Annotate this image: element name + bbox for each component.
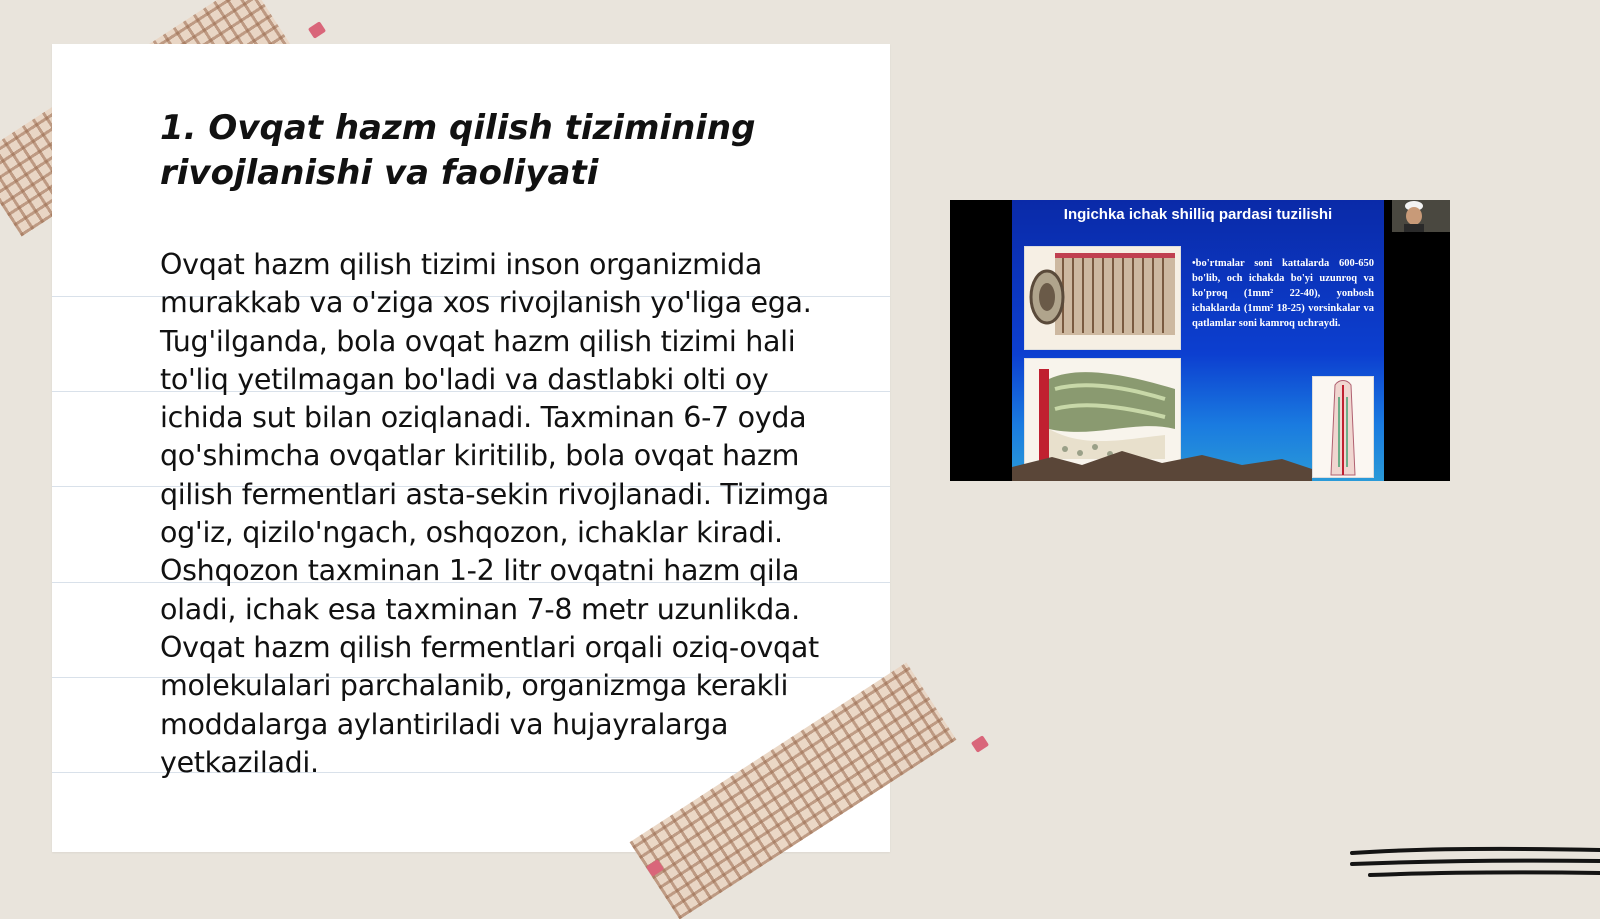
note-paper <box>52 44 890 852</box>
page-title: 1. Ovqat hazm qilish tizimining rivojlanishi va faoliyati <box>160 108 756 193</box>
embedded-slide-image <box>950 200 1450 481</box>
tape-end-bottom <box>971 735 989 753</box>
decorative-brush-strokes <box>1350 845 1600 885</box>
slide-caption: •bo'rtmalar soni kattalarda 600-650 bo'lib, och ichakda bo'yi uzunroq va ko'proq (1mm² 22-40), yonbosh ichaklarda (1mm² 18-25) vorsinkalar va qatlamlar soni kamroq uchraydi. <box>1192 258 1374 329</box>
slide-title: Ingichka ichak shilliq pardasi tuzilishi <box>1063 206 1333 223</box>
person-icon <box>1392 200 1450 232</box>
intestine-illustration-top <box>1024 246 1181 350</box>
mountain-silhouette-icon <box>1012 441 1384 481</box>
body-paragraph: Ovqat hazm qilish tizimi inson organizmida murakkab va o'ziga xos rivojlanish yo'liga ega. Tug'ilganda, bola ovqat hazm qilish tizimi hali to'liq yetilmagan bo'ladi va dastlabki olti oy ichida sut bilan oziqlanadi. Taxminan 6-7 oyda qo'shimcha ovqatlar kiritilib, bola ovqat hazm qilish fermentlari asta-sekin rivojlanadi. Tizimga og'iz, qizilo'ngach, oshqozon, ichaklar kiradi. Oshqozon taxminan 1-2 litr ovqatni hazm qila oladi, ichak esa taxminan 7-8 metr uzunlikda. Ovqat hazm qilish fermentlari orqali oziq-ovqat molekulalari parchalanib, organizmga kerakli moddalarga aylantiriladi va hujayralarga yetkaziladi. <box>160 248 829 779</box>
presenter-webcam-thumbnail <box>1392 200 1450 232</box>
tape-end-top <box>308 21 326 39</box>
slide-content <box>1012 200 1384 481</box>
intestine-section-icon <box>1025 247 1180 349</box>
